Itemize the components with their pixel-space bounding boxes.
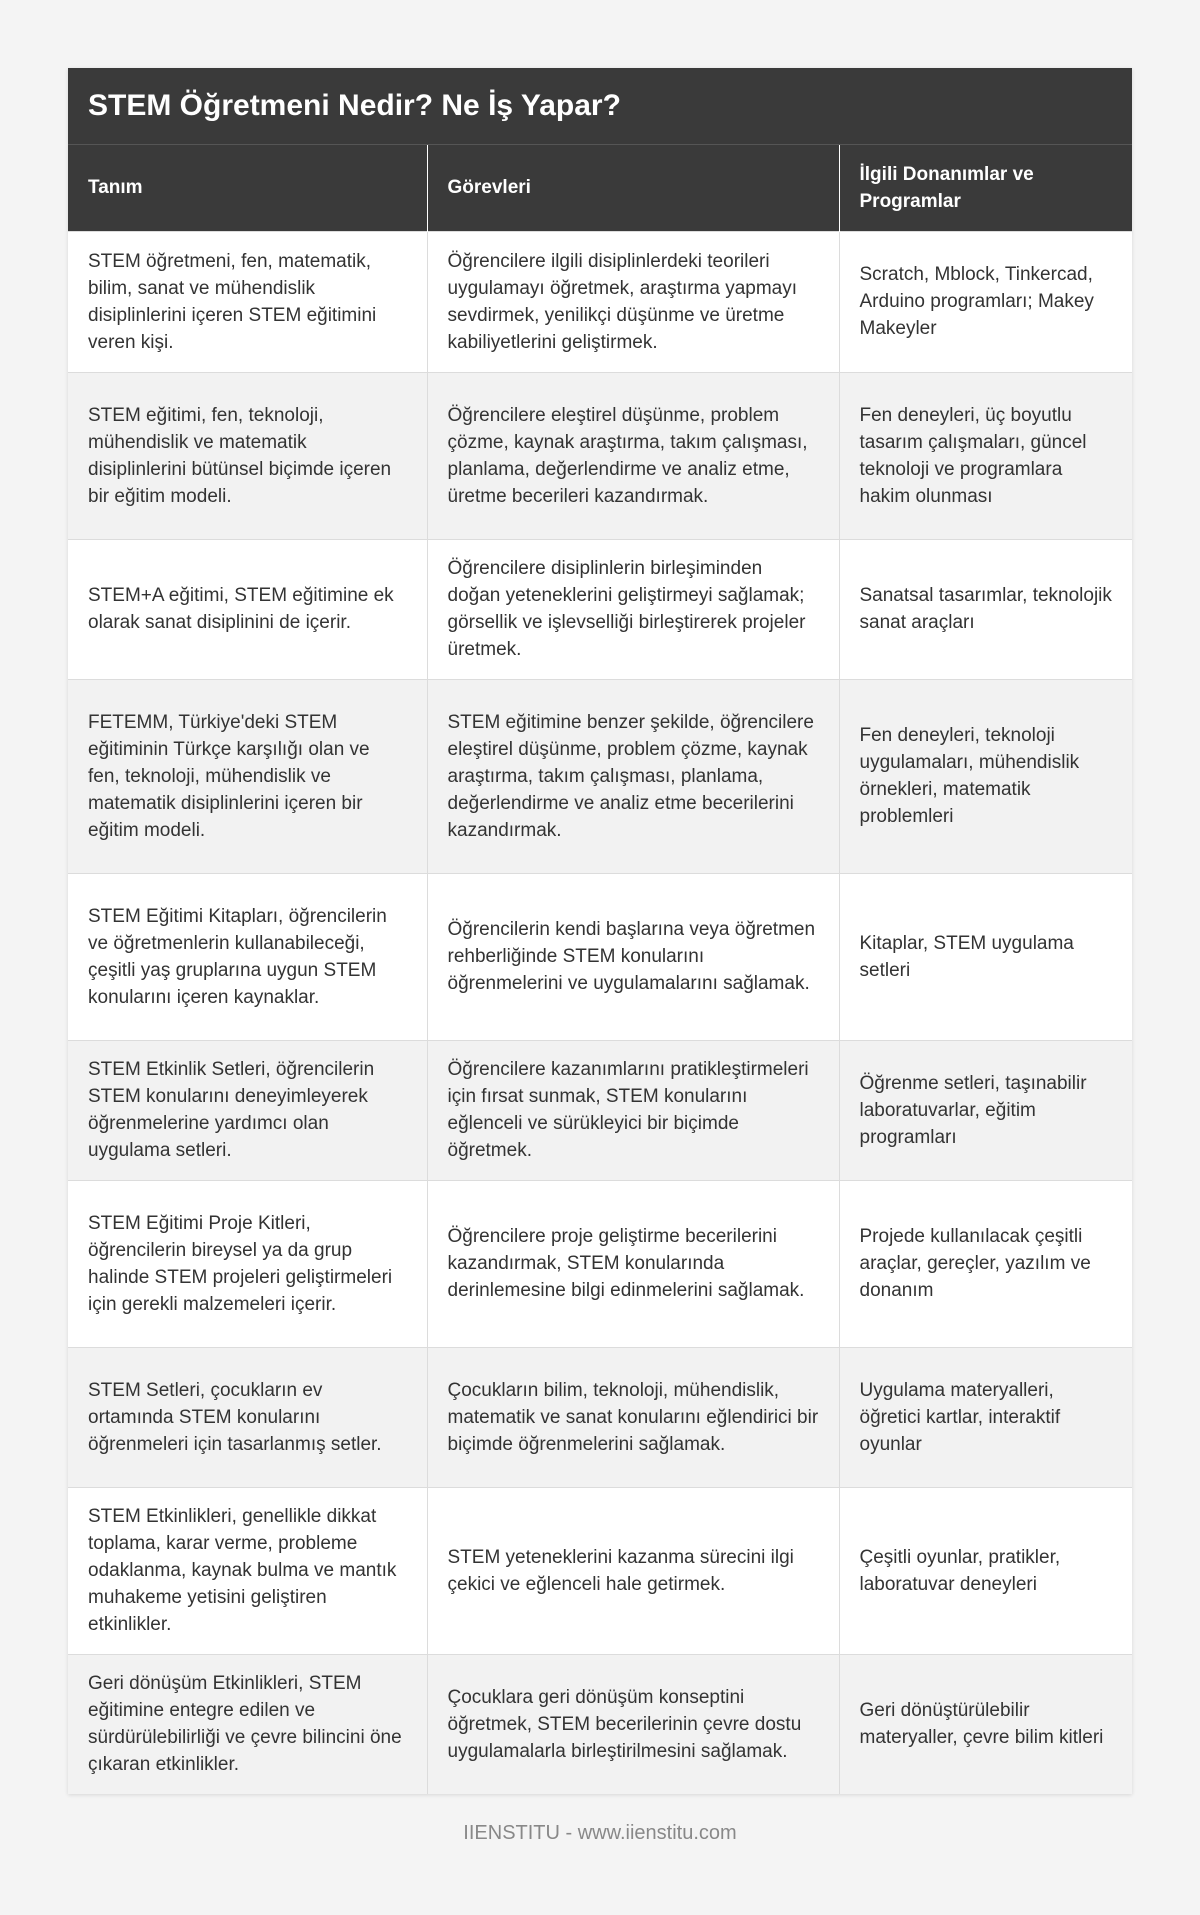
header-row [68,145,1132,231]
cell-definition: STEM Eğitimi Kitapları, öğrencilerin ve öğretmenlerin kullanabileceği, çeşitli yaş gruplarına uygun STEM konularını içeren kaynaklar. [68,873,427,1040]
header-definition: Tanım [68,145,427,231]
cell-equipment: Çeşitli oyunlar, pratikler, laboratuvar deneyleri [839,1487,1132,1654]
cell-equipment: Sanatsal tasarımlar, teknolojik sanat araçları [839,539,1132,679]
cell-duties: Çocuklara geri dönüşüm konseptini öğretmek, STEM becerilerinin çevre dostu uygulamalarla birleştirilmesini sağlamak. [427,1654,839,1794]
cell-equipment: Projede kullanılacak çeşitli araçlar, gereçler, yazılım ve donanım [839,1180,1132,1347]
cell-equipment: Scratch, Mblock, Tinkercad, Arduino programları; Makey Makeyler [839,231,1132,372]
header-equipment: İlgili Donanımlar ve Programlar [839,145,1132,231]
cell-definition: STEM öğretmeni, fen, matematik, bilim, sanat ve mühendislik disiplinlerini içeren STEM eğitimini veren kişi. [68,231,427,372]
cell-duties: Öğrencilere disiplinlerin birleşiminden doğan yeteneklerini geliştirmeyi sağlamak; görsellik ve işlevselliği birleştirerek projeler üretmek. [427,539,839,679]
cell-definition: STEM Etkinlikleri, genellikle dikkat toplama, karar verme, probleme odaklanma, kaynak bulma ve mantık muhakeme yetisini geliştiren etkinlikler. [68,1487,427,1654]
cell-definition: STEM Setleri, çocukların ev ortamında STEM konularını öğrenmeleri için tasarlanmış setler. [68,1347,427,1487]
table-row [68,539,1132,679]
cell-definition: STEM eğitimi, fen, teknoloji, mühendislik ve matematik disiplinlerini bütünsel biçimde içeren bir eğitim modeli. [68,372,427,539]
info-card [68,68,1132,1794]
table-row [68,873,1132,1040]
cell-equipment: Uygulama materyalleri, öğretici kartlar, interaktif oyunlar [839,1347,1132,1487]
cell-duties: Öğrencilere kazanımlarını pratikleştirmeleri için fırsat sunmak, STEM konularını eğlenceli ve sürükleyici bir biçimde öğretmek. [427,1040,839,1180]
cell-equipment: Kitaplar, STEM uygulama setleri [839,873,1132,1040]
table-title: STEM Öğretmeni Nedir? Ne İş Yapar? [68,68,1132,145]
cell-duties: Öğrencilere proje geliştirme becerilerini kazandırmak, STEM konularında derinlemesine bilgi edinmelerini sağlamak. [427,1180,839,1347]
cell-equipment: Geri dönüştürülebilir materyaller, çevre bilim kitleri [839,1654,1132,1794]
table-row [68,1347,1132,1487]
cell-definition: STEM Eğitimi Proje Kitleri, öğrencilerin bireysel ya da grup halinde STEM projeleri geliştirmeleri için gerekli malzemeleri içerir. [68,1180,427,1347]
cell-duties: STEM eğitimine benzer şekilde, öğrencilere eleştirel düşünme, problem çözme, kaynak araştırma, takım çalışması, planlama, değerlendirme ve analiz etme becerilerini kazandırmak. [427,679,839,873]
cell-definition: STEM+A eğitimi, STEM eğitimine ek olarak sanat disiplinini de içerir. [68,539,427,679]
table-row [68,1654,1132,1794]
cell-duties: STEM yeteneklerini kazanma sürecini ilgi çekici ve eğlenceli hale getirmek. [427,1487,839,1654]
cell-duties: Öğrencilere ilgili disiplinlerdeki teorileri uygulamayı öğretmek, araştırma yapmayı sevdirmek, yenilikçi düşünme ve üretme kabiliyetlerini geliştirmek. [427,231,839,372]
cell-definition: Geri dönüşüm Etkinlikleri, STEM eğitimine entegre edilen ve sürdürülebilirliği ve çevre bilincini öne çıkaran etkinlikler. [68,1654,427,1794]
cell-duties: Öğrencilere eleştirel düşünme, problem çözme, kaynak araştırma, takım çalışması, planlama, değerlendirme ve analiz etme, üretme becerileri kazandırmak. [427,372,839,539]
cell-duties: Çocukların bilim, teknoloji, mühendislik, matematik ve sanat konularını eğlendirici bir biçimde öğrenmelerini sağlamak. [427,1347,839,1487]
cell-equipment: Fen deneyleri, üç boyutlu tasarım çalışmaları, güncel teknoloji ve programlara hakim olunması [839,372,1132,539]
table-row [68,679,1132,873]
footer-credit: IIENSTITU - www.iienstitu.com [463,1822,737,1844]
cell-definition: FETEMM, Türkiye'deki STEM eğitiminin Türkçe karşılığı olan ve fen, teknoloji, mühendislik ve matematik disiplinlerini içeren bir eğitim modeli. [68,679,427,873]
cell-equipment: Fen deneyleri, teknoloji uygulamaları, mühendislik örnekleri, matematik problemleri [839,679,1132,873]
table-row [68,1180,1132,1347]
table-row [68,372,1132,539]
table-row [68,1040,1132,1180]
table-row [68,1487,1132,1654]
table-row [68,231,1132,372]
header-duties: Görevleri [427,145,839,231]
cell-equipment: Öğrenme setleri, taşınabilir laboratuvarlar, eğitim programları [839,1040,1132,1180]
cell-definition: STEM Etkinlik Setleri, öğrencilerin STEM konularını deneyimleyerek öğrenmelerine yardımcı olan uygulama setleri. [68,1040,427,1180]
cell-duties: Öğrencilerin kendi başlarına veya öğretmen rehberliğinde STEM konularını öğrenmelerini ve uygulamalarını sağlamak. [427,873,839,1040]
stem-table [68,145,1132,1794]
